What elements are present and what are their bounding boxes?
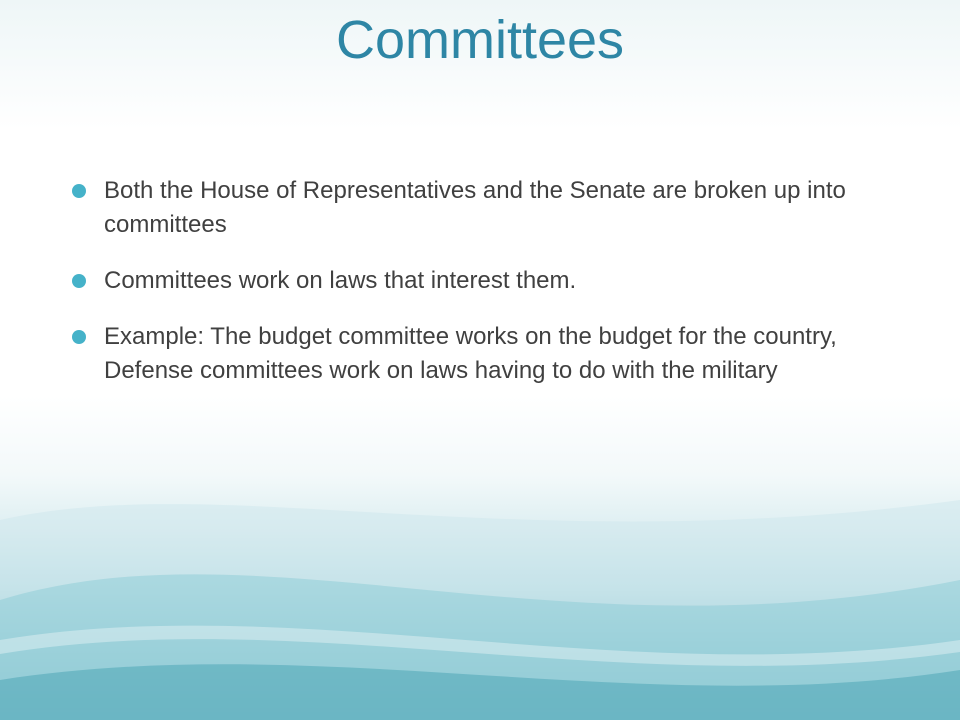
- slide-title: Committees: [335, 10, 625, 70]
- bullet-list: [72, 174, 892, 410]
- bullet-item: [72, 264, 892, 298]
- bullet-dot-icon: [72, 184, 86, 198]
- bullet-text: Both the House of Representatives and the Senate are broken up into committees: [104, 177, 846, 238]
- bullet-dot-icon: [72, 330, 86, 344]
- bullet-text: Example: The budget committee works on the budget for the country, Defense committees work on laws having to do with the military: [104, 323, 837, 384]
- bullet-text: Committees work on laws that interest them.: [104, 267, 577, 294]
- bullet-item: [72, 174, 892, 242]
- bullet-dot-icon: [72, 274, 86, 288]
- bullet-item: [72, 320, 892, 388]
